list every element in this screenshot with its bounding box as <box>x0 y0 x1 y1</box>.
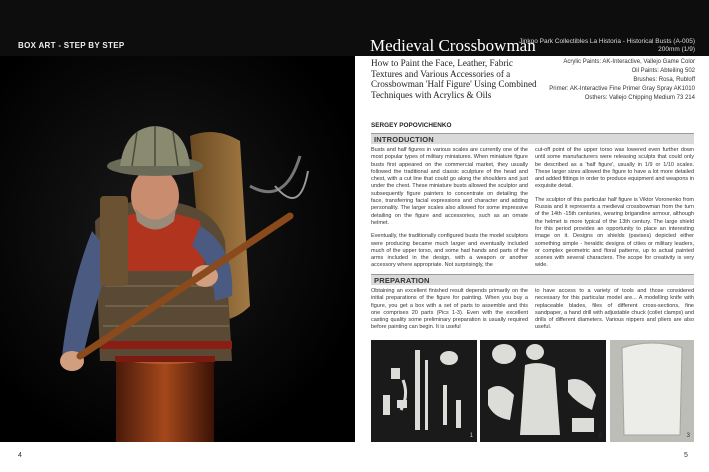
materials-item: Acrylic Paints: AK-Interactive, Vallejo Game Color <box>563 59 695 65</box>
crossbowman-photo <box>0 56 355 442</box>
author-name: SERGEY POPOVICHENKO <box>371 122 452 129</box>
kit-scale: 200mm (1/9) <box>658 46 695 53</box>
introduction-left-column <box>371 147 528 276</box>
materials-item: Brushes: Rosa, Rubloff <box>633 77 695 83</box>
right-page-number: 5 <box>684 452 688 459</box>
left-page-number: 4 <box>18 452 22 459</box>
materials-item: Oil Paints: Abteiling 502 <box>631 68 695 74</box>
kit-parts-photo-3 <box>610 340 694 442</box>
introduction-heading-bar <box>371 133 694 144</box>
materials-list <box>530 58 695 103</box>
paragraph: Eventually, the traditionally configured busts the model sculptors were producing became much larger and eventually included much of the upper torso, and some had hands and parts of the arms included in the design, with a weapon or another accessory where appropriate. Not surprisingly, the <box>371 233 528 269</box>
preparation-heading: PREPARATION <box>374 276 430 285</box>
article-subtitle: How to Paint the Face, Leather, Fabric Textures and Various Accessories of a Crossbowman 'Half Figure' Using Combined Techniques with Acrylics & Oils <box>371 58 537 100</box>
section-header: BOX ART - STEP BY STEP <box>18 41 125 50</box>
materials-item: Osthers: Vallejo Chipping Medium 73 214 <box>584 95 695 101</box>
paragraph: Obtaining an excellent finished result depends primarily on the initial preparations of the figure for painting. When you buy a figure, you get a box with a set of parts to assemble and this one comprises 20 parts (Pics 1-3). Even with the excellent casting quality some preliminary preparation is usually required before painting can begin. It is useful <box>371 288 528 331</box>
kit-reference: Jinkoo Park Collectibles La Historia - Historical Busts (A-005) <box>519 38 695 45</box>
materials-item: Primer: AK-Interactive Fine Primer Gray Spray AK1010 <box>549 86 695 92</box>
left-page-footer <box>0 442 355 472</box>
preparation-right-column <box>535 288 694 338</box>
kit-parts-photo-1 <box>371 340 477 442</box>
photo-number: 1 <box>469 433 473 439</box>
introduction-heading: INTRODUCTION <box>374 135 434 144</box>
paragraph: to have access to a variety of tools and those considered necessary for this particular model are... A modelling knife with replaceable blades, files of different cross-sections, fine sandpaper, a hand drill with adjustable chuck (collet clamps) and drills of different diameters. Various nippers and pliers are also useful. <box>535 288 694 331</box>
photo-number: 2 <box>598 433 602 439</box>
introduction-right-column <box>535 147 694 276</box>
photo-number: 3 <box>686 433 690 439</box>
preparation-heading-bar <box>371 274 694 285</box>
article-title: Medieval Crossbowman <box>370 36 536 55</box>
paragraph: cut-off point of the upper torso was lowered even further down until some manufacturers were releasing sculpts that could only be described as a 'half figure', usually in 1/9 or 1/10 scales. These larger sizes allowed the figure to have a lot more detailed and added fittings in order to produce equipment and weapons in exquisite detail. <box>535 147 694 190</box>
paragraph: The sculptor of this particular half figure is Viktor Voronenko from Russia and it represents a medieval crossbowman from the turn of the 14th -15th centuries, wearing brigandine armour, although the helmet is more typical of the 13th century. The large shield for this period provides an opportunity to place an interesting image on it. Designs on shields (pavises) depicted either something simple - heraldic designs of cities or military leaders, or complex geometric and floral patterns, up to actual painted scenes with several characters. The scope for creativity is very wide. <box>535 196 694 269</box>
kit-parts-photo-2 <box>480 340 606 442</box>
preparation-left-column <box>371 288 528 338</box>
paragraph: Busts and half figures in various scales are currently one of the most popular types of military miniatures. When miniature figure busts first appeared on the commercial market, they usually followed the traditional and classic sculpture of the head and chest, with a cut line that could go along the shoulders and just under the chest. These miniature busts allowed the sculptor and subsequently figure painters to concentrate on detailing the face, transferring facial expressions and character and adding personality. The larger scales also allowed for some impressive detailing on the figure and accessories, such as an ornate helmet. <box>371 147 528 226</box>
